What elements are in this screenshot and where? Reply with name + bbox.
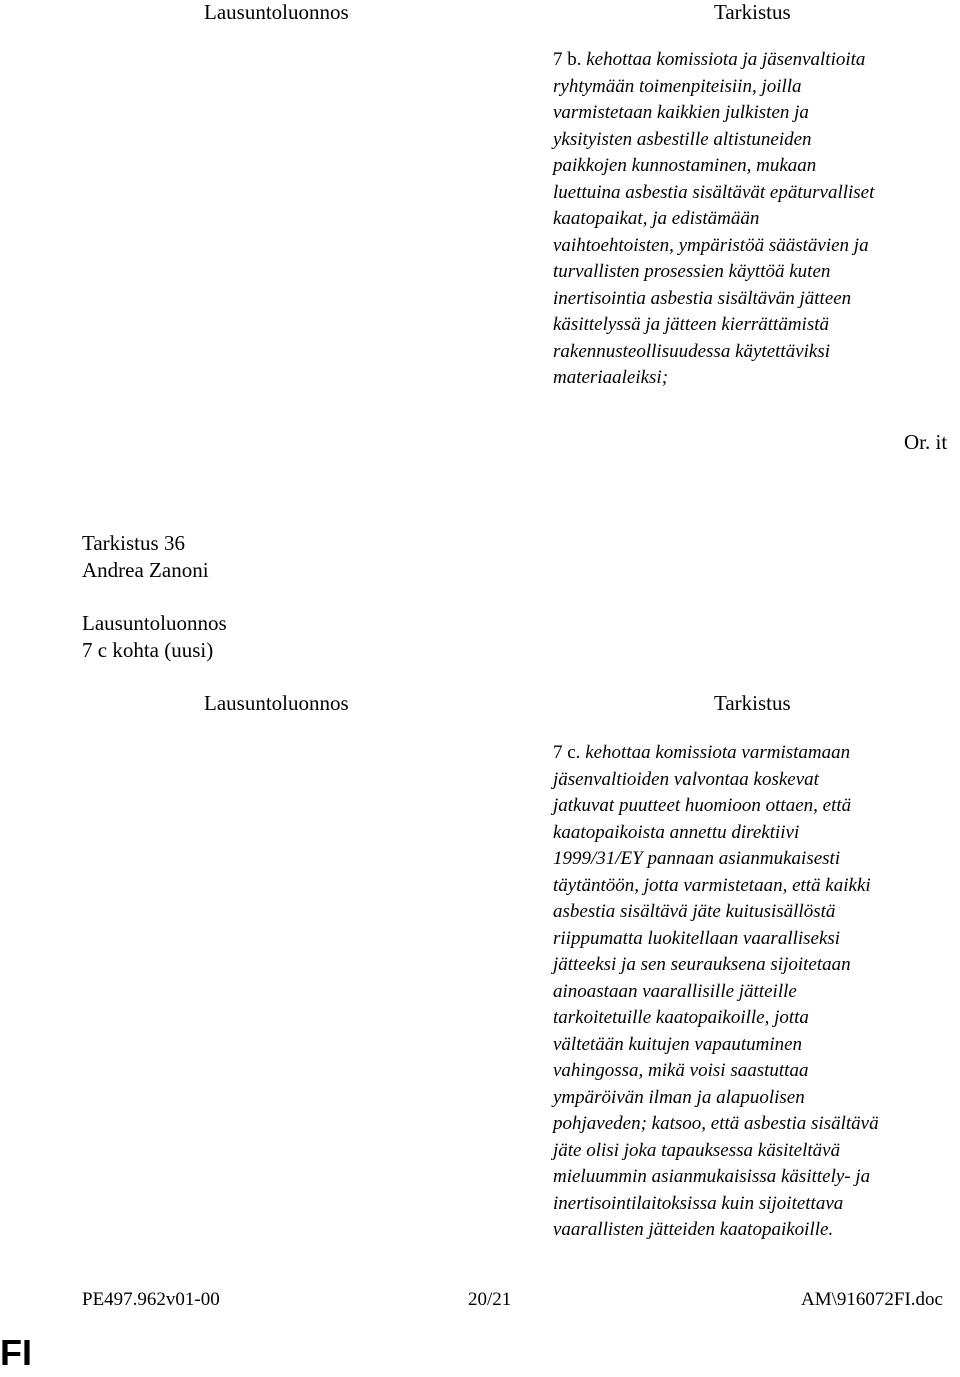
text-line: inertisointia asbestia sisältävän jätteen: [553, 287, 852, 309]
text-line: 7 b. kehottaa komissiota ja jäsenvaltioita: [553, 49, 866, 70]
text-line: 1999/31/EY pannaan asianmukaisesti: [553, 848, 841, 869]
footer-reference: PE497.962v01-00: [82, 1289, 220, 1310]
text-line: jäte olisi joka tapauksessa käsiteltävä: [553, 1139, 841, 1161]
text-line: tarkoitetuille kaatopaikoille, jotta: [553, 1007, 809, 1028]
text-line: vaihtoehtoisten, ympäristöä säästävien ja: [553, 234, 869, 256]
text-line: inertisointilaitoksissa kuin sijoitettava: [553, 1192, 844, 1214]
text-line: täytäntöön, jotta varmistetaan, että kaikki: [553, 874, 871, 896]
text-line: paikkojen kunnostaminen, mukaan: [553, 155, 817, 176]
column-header-amendment: Tarkistus: [714, 691, 791, 715]
text-line: vaarallisten jätteiden kaatopaikoille.: [553, 1219, 834, 1240]
amended-point: 7 c kohta (uusi): [82, 638, 214, 662]
paragraph-number: 7 c.: [553, 742, 581, 763]
amendment-title: Tarkistus 36: [82, 531, 185, 555]
text-line: ryhtymään toimenpiteisiin, joilla: [553, 75, 802, 97]
text-line: käsittelyssä ja jätteen kierrättämistä: [553, 314, 829, 335]
text-line: vältetään kuitujen vapautuminen: [553, 1033, 803, 1055]
column-header-amendment: Tarkistus: [714, 0, 791, 24]
text-line: kaatopaikoista annettu direktiivi: [553, 821, 800, 843]
text-line: vahingossa, mikä voisi saastuttaa: [553, 1060, 809, 1081]
column-header-draft: Lausuntoluonnos: [204, 0, 349, 24]
amendment-text-7b: [553, 47, 953, 392]
text-line: riippumatta luokitellaan vaaralliseksi: [553, 927, 841, 949]
text-line: 7 c. kehottaa komissiota varmistamaan: [553, 742, 851, 763]
text-line: yksityisten asbestille altistuneiden: [553, 128, 812, 150]
text-line: turvallisten prosessien käyttöä kuten: [553, 261, 831, 282]
amendment-text-7c: [553, 740, 953, 1244]
footer-page-number: 20/21: [468, 1289, 512, 1310]
text-line: jätteeksi ja sen seurauksena sijoitetaan: [553, 954, 851, 975]
column-header-draft: Lausuntoluonnos: [204, 691, 349, 715]
text-line: jäsenvaltioiden valvontaa koskevat: [553, 768, 819, 790]
text-line: ainoastaan vaarallisille jätteille: [553, 980, 797, 1002]
text-line: jatkuvat puutteet huomioon ottaen, että: [553, 795, 852, 816]
text-line: kaatopaikat, ja edistämään: [553, 208, 760, 229]
text-line: materiaaleiksi;: [553, 367, 669, 388]
footer-filename: AM\916072FI.doc: [801, 1289, 943, 1310]
text-line: pohjaveden; katsoo, että asbestia sisältävä: [553, 1113, 879, 1134]
text-line: rakennusteollisuudessa käytettäviksi: [553, 340, 831, 362]
text-line: mieluummin asianmukaisissa käsittely- ja: [553, 1166, 871, 1187]
paragraph-number: 7 b.: [553, 49, 582, 70]
text-line: luettuina asbestia sisältävät epäturvalliset: [553, 181, 875, 203]
text-line: ympäröivän ilman ja alapuolisen: [553, 1086, 805, 1108]
amendment-author: Andrea Zanoni: [82, 558, 209, 582]
text-line: varmistetaan kaikkien julkisten ja: [553, 102, 809, 123]
original-language: Or. it: [904, 430, 948, 454]
text-line: asbestia sisältävä jäte kuitusisällöstä: [553, 901, 836, 922]
document-name: Lausuntoluonnos: [82, 611, 227, 635]
language-code: FI: [0, 1332, 32, 1373]
